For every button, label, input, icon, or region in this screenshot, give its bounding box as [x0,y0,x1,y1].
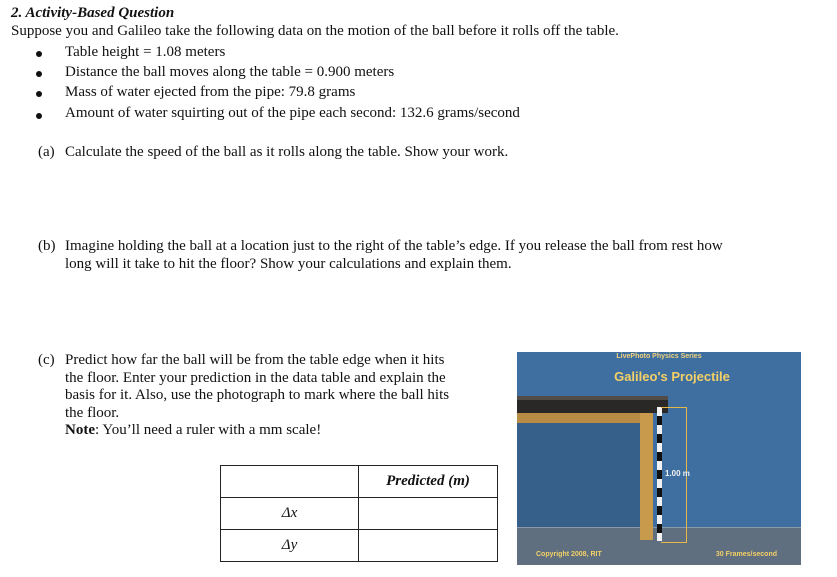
ruler-note [65,422,498,440]
question-b [38,237,723,273]
bullet-dot [36,113,42,119]
bullet-item: Amount of water squirting out of the pipe each second: 132.6 grams/second [65,105,520,121]
delta-x-prediction-cell[interactable] [359,498,498,530]
photo-title: Galileo's Projectile [614,369,730,384]
predicted-header: Predicted (m) [359,466,498,498]
bullet-dot [36,91,42,97]
table-row [221,498,498,530]
delta-y-prediction-cell[interactable] [359,530,498,562]
question-c-line-4: the floor. [65,404,120,421]
question-a-label: (a) [38,144,55,160]
height-measurement: 1.00 m [665,469,690,478]
prediction-table [220,465,498,562]
bullet-item: Distance the ball moves along the table = 0.900 meters [65,64,395,80]
intro-text: Suppose you and Galileo take the following data on the motion of the ball before it rolls off the table. [11,23,619,39]
table-top [517,400,668,413]
photo-frame-rate: 30 Frames/second [715,551,777,558]
question-c [38,352,498,440]
note-label: Note [65,422,95,438]
question-b-line-2: long will it take to hit the floor? Show your calculations and explain them. [65,256,512,272]
projectile-photo[interactable] [517,352,801,565]
bullet-item: Table height = 1.08 meters [65,44,226,60]
question-c-line-1: Predict how far the ball will be from the table edge when it hits [65,352,445,368]
question-c-label: (c) [38,352,55,368]
delta-y-label: Δy [221,530,359,562]
photo-series-label: LivePhoto Physics Series [616,353,702,360]
bullet-item: Mass of water ejected from the pipe: 79.8 grams [65,84,356,100]
table-leg [640,413,653,540]
question-a [38,143,508,161]
question-b-line-1: Imagine holding the ball at a location just to the right of the table’s edge. If you release the ball from rest how [65,238,723,254]
bullet-dot [36,71,42,77]
table-rail [517,413,652,423]
table-row [221,530,498,562]
wall-under-table [517,413,647,529]
note-text: : You’ll need a ruler with a mm scale! [95,422,322,438]
question-heading: 2. Activity-Based Question [11,5,175,21]
bullet-dot [36,51,42,57]
delta-x-label: Δx [221,498,359,530]
question-a-text: Calculate the speed of the ball as it rolls along the table. Show your work. [65,144,509,160]
photo-copyright: Copyright 2008, RIT [536,551,602,558]
table-header-cell [221,466,359,498]
question-b-label: (b) [38,238,56,254]
question-c-line-2: the floor. Enter your prediction in the data table and explain the [65,369,446,386]
question-c-line-3: basis for it. Also, use the photograph to mark where the ball hits [65,387,450,403]
table-header-row [221,466,498,498]
